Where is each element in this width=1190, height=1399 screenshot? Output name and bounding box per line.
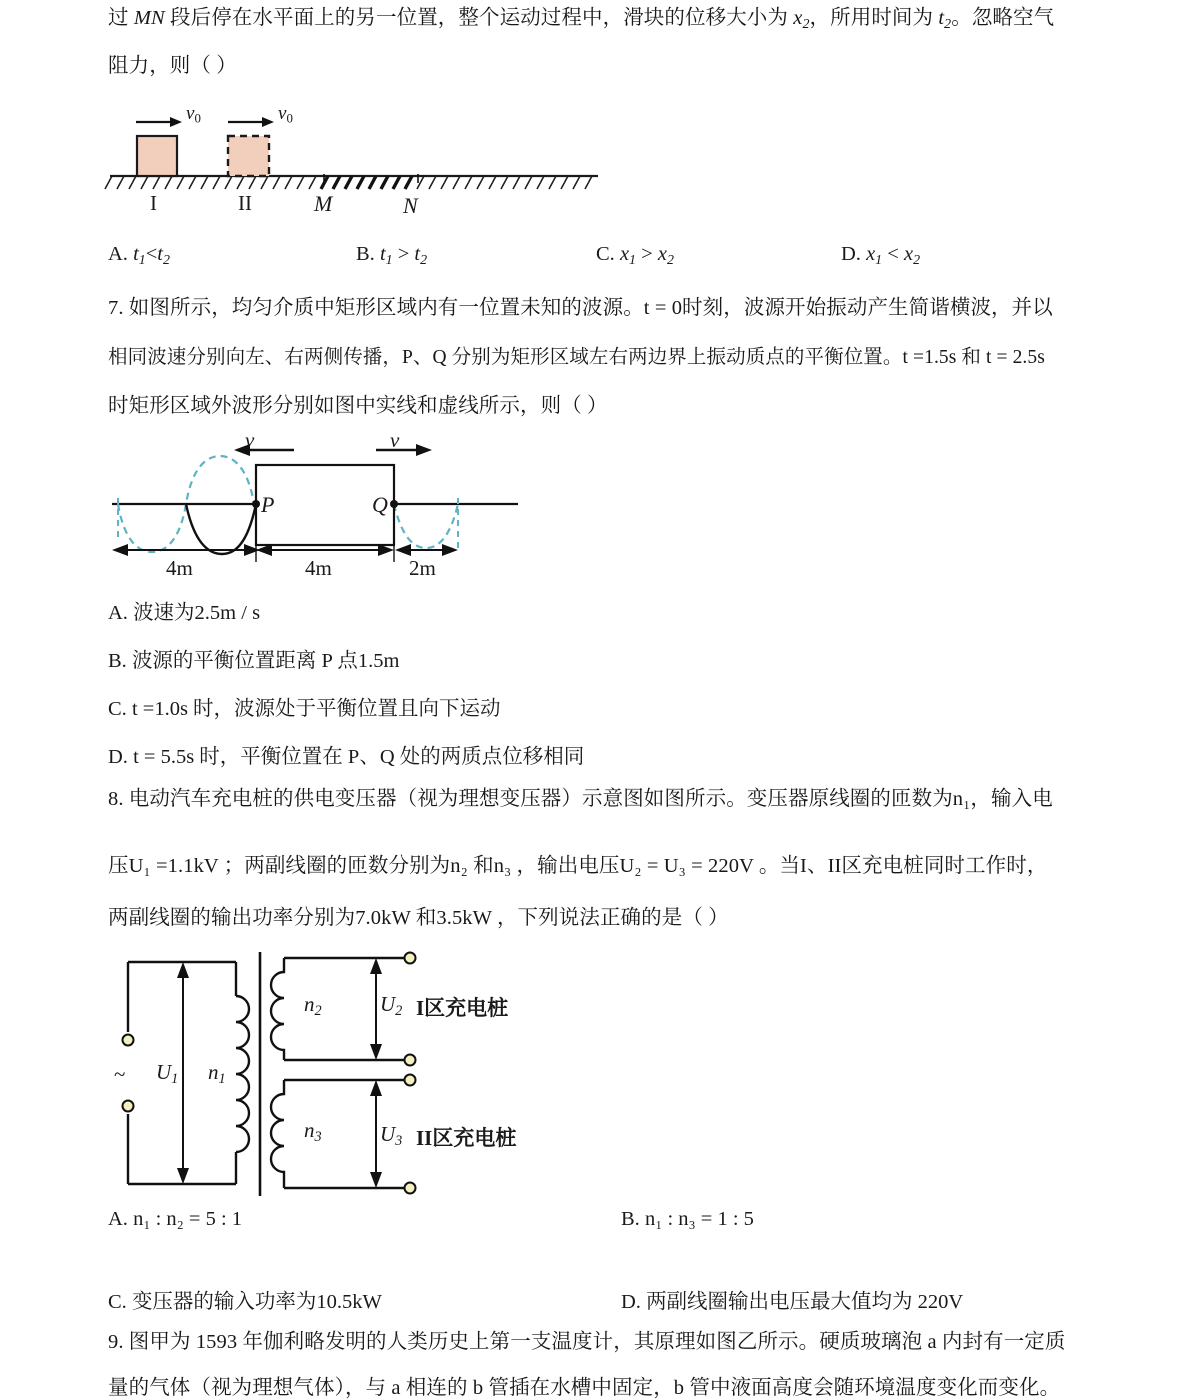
q8-option-d[interactable] — [621, 1284, 963, 1314]
q7-option-d-text: t = 5.5s 时，平衡位置在 P、Q 处的两质点位移相同 — [133, 746, 585, 768]
q6-option-b-sym1: t — [379, 243, 386, 265]
velocity-label-2: $v_0$ — [278, 103, 293, 126]
q8-option-a-text: n₁ : n₂ = 5 : 1 — [133, 1208, 243, 1230]
q6-option-a-rel: < — [145, 243, 158, 265]
point-q-label: Q — [372, 492, 388, 517]
q6-option-d-sub1: 1 — [875, 252, 883, 268]
velocity-arrow-right — [376, 444, 432, 456]
load-1-label: I区充电桩 — [416, 996, 509, 1020]
q7-option-d-key: D. — [108, 746, 128, 768]
point-p-label: P — [261, 492, 275, 517]
point-n-label: N — [403, 193, 418, 218]
secondary-coil-n2 — [271, 958, 284, 1060]
q6-x2-subscript: 2 — [802, 16, 810, 32]
sec2-terminal-top — [405, 1075, 416, 1086]
q8-line1-text: 电动汽车充电桩的供电变压器（视为理想变压器）示意图如图所示。变压器原线圈的匝数为n₁，输入电 — [123, 788, 1053, 810]
point-m-label: M — [314, 191, 333, 216]
point-q-dot — [390, 500, 398, 508]
q7-option-b[interactable] — [108, 643, 399, 673]
q6-option-c-sub1: 1 — [629, 252, 637, 268]
velocity-arrow-left — [234, 444, 294, 456]
ground-hatching-smooth-right — [417, 176, 592, 189]
q7-option-c-text: t =1.0s 时，波源处于平衡位置且向下运动 — [131, 698, 501, 720]
q6-option-c-sub2: 2 — [666, 252, 674, 268]
q6-option-a-sym1: t — [133, 243, 139, 265]
q6-option-d[interactable] — [841, 243, 920, 269]
q8-line1 — [108, 789, 1108, 810]
q6-option-d-key: D. — [841, 243, 861, 265]
sec1-terminal-top — [405, 953, 416, 964]
q7-option-b-text: 波源的平衡位置距离 P 点1.5m — [131, 650, 400, 672]
ac-source-symbol: ~ — [114, 1062, 126, 1086]
q6-mn-label: MN — [133, 7, 165, 29]
q6-option-b-rel: > — [397, 243, 410, 265]
q7-line1-text: 如图所示，均匀介质中矩形区域内有一位置未知的波源。t = 0时刻，波源开始振动产生简谐横波，并以 — [123, 297, 1053, 319]
q6-option-a-sym2: t — [157, 243, 163, 265]
wave-figure — [104, 428, 574, 580]
q6-option-b-key: B. — [356, 243, 375, 265]
q8-line3: 两副线圈的输出功率分别为7.0kW 和3.5kW ，下列说法正确的是（ ） — [108, 907, 729, 929]
q6-option-a-key: A. — [108, 243, 128, 265]
n2-label: $n_2$ — [304, 992, 322, 1019]
q8-option-a-key: A. — [108, 1208, 128, 1230]
dimension-right-2m — [395, 544, 458, 556]
q6-text-d: 。忽略空气 — [951, 7, 1055, 29]
q6-text-c: ，所用时间为 — [809, 7, 939, 29]
u1-label: $U_1$ — [156, 1060, 179, 1087]
q6-option-b-sub2: 2 — [420, 252, 428, 268]
q8-option-a[interactable] — [108, 1208, 242, 1231]
velocity-label-1: $v_0$ — [186, 103, 201, 126]
n1-label: $n_1$ — [208, 1060, 226, 1087]
point-p-dot — [252, 500, 260, 508]
load-2-label: II区充电桩 — [416, 1126, 517, 1150]
q6-x2-symbol: x — [793, 7, 803, 29]
primary-terminal-bottom — [123, 1101, 134, 1112]
q6-option-b-sub1: 1 — [385, 252, 393, 268]
q8-option-b[interactable] — [621, 1208, 754, 1231]
secondary-coil-n3 — [271, 1080, 284, 1188]
q6-option-a-sub2: 2 — [163, 252, 170, 268]
q7-option-a-text: 波速为2.5m / s — [133, 602, 261, 624]
q7-option-a[interactable] — [108, 595, 260, 625]
q8-option-b-text: n₁ : n₃ = 1 : 5 — [644, 1208, 754, 1230]
q6-option-c-sym1: x — [619, 243, 630, 265]
u1-arrow — [177, 962, 189, 1184]
q7-option-d[interactable] — [108, 739, 584, 769]
q6-text-a: 过 — [108, 7, 134, 29]
primary-terminal-top — [123, 1035, 134, 1046]
q6-option-a[interactable] — [108, 243, 170, 269]
q7-option-a-key: A. — [108, 602, 128, 624]
u3-label: $U_3$ — [380, 1122, 403, 1149]
q7-number: 7. — [108, 297, 124, 319]
q8-option-d-text: 两副线圈输出电压最大值均为 220V — [646, 1291, 964, 1313]
q9-line1-text: 图甲为 1593 年伽利略发明的人类历史上第一支温度计，其原理如图乙所示。硬质玻璃泡 a 内封有一定质 — [123, 1331, 1066, 1353]
q8-option-c-key: C. — [108, 1291, 127, 1313]
q6-option-d-sym2: x — [903, 243, 914, 265]
q7-line1 — [108, 298, 1108, 319]
transformer-figure — [108, 950, 528, 1198]
q6-option-d-rel: < — [887, 243, 899, 265]
ground-hatching-smooth — [105, 176, 316, 189]
q6-option-c-key: C. — [596, 243, 615, 265]
q7-line3: 时矩形区域外波形分别如图中实线和虚线所示，则（ ） — [108, 395, 608, 417]
q6-option-c[interactable] — [596, 243, 674, 269]
q6-option-b[interactable] — [356, 243, 427, 269]
block-slide-figure — [100, 103, 620, 218]
q6-option-a-sub1: 1 — [138, 252, 146, 268]
velocity-arrow-2 — [228, 117, 274, 127]
q6-continuation-line2: 阻力，则（ ） — [108, 55, 237, 77]
q8-option-b-key: B. — [621, 1208, 640, 1230]
dashed-wave-right — [394, 504, 458, 548]
ground-hatching-rough-mn — [321, 176, 412, 189]
q8-option-c-text: 变压器的输入功率为10.5kW — [131, 1291, 382, 1313]
q8-option-c[interactable] — [108, 1284, 382, 1314]
block-2-label: II — [238, 191, 252, 215]
q9-number: 9. — [108, 1331, 124, 1353]
block-1-label: I — [150, 191, 157, 215]
q6-option-d-sub2: 2 — [913, 252, 921, 268]
dim-label-left: 4m — [166, 556, 193, 580]
dim-label-right: 2m — [409, 556, 436, 580]
q8-number: 8. — [108, 788, 124, 810]
q6-option-c-sym2: x — [657, 243, 667, 265]
q7-option-c-key: C. — [108, 698, 127, 720]
primary-coil-n1 — [236, 996, 249, 1152]
q7-option-b-key: B. — [108, 650, 127, 672]
q6-t2-symbol: t — [938, 7, 945, 29]
dim-label-mid: 4m — [305, 556, 332, 580]
q6-continuation-line1 — [108, 8, 1108, 32]
q9-line1 — [108, 1332, 1108, 1353]
sec1-terminal-bottom — [405, 1055, 416, 1066]
q7-line2: 相同波速分别向左、右两侧传播，P、Q 分别为矩形区域左右两边界上振动质点的平衡位置。t =1.5s 和 t = 2.5s — [108, 347, 1045, 368]
sec2-terminal-bottom — [405, 1183, 416, 1194]
q6-t2-subscript: 2 — [944, 16, 952, 32]
velocity-arrow-1 — [136, 117, 182, 127]
q6-text-b: 段后停在水平面上的另一位置，整个运动过程中，滑块的位移大小为 — [164, 7, 794, 29]
q7-option-c[interactable] — [108, 691, 501, 721]
block-1 — [137, 136, 177, 176]
block-2 — [228, 136, 269, 176]
q9-line2: 量的气体（视为理想气体），与 a 相连的 b 管插在水槽中固定，b 管中液面高度会随环境温度变化而变化。 — [108, 1377, 1061, 1399]
q8-line2: 压U₁ =1.1kV ；两副线圈的匝数分别为n₂ 和n₃ ，输出电压U₂ = U₃ = 220V 。当I、II区充电桩同时工作时， — [108, 855, 1048, 877]
q6-option-d-sym1: x — [866, 243, 876, 265]
n3-label: $n_3$ — [304, 1118, 322, 1145]
velocity-label-right: v — [390, 428, 400, 452]
velocity-label-left: v — [245, 428, 255, 452]
q8-option-d-key: D. — [621, 1291, 641, 1313]
q6-option-b-sym2: t — [414, 243, 421, 265]
u2-label: $U_2$ — [380, 992, 403, 1019]
q6-option-c-rel: > — [641, 243, 653, 265]
